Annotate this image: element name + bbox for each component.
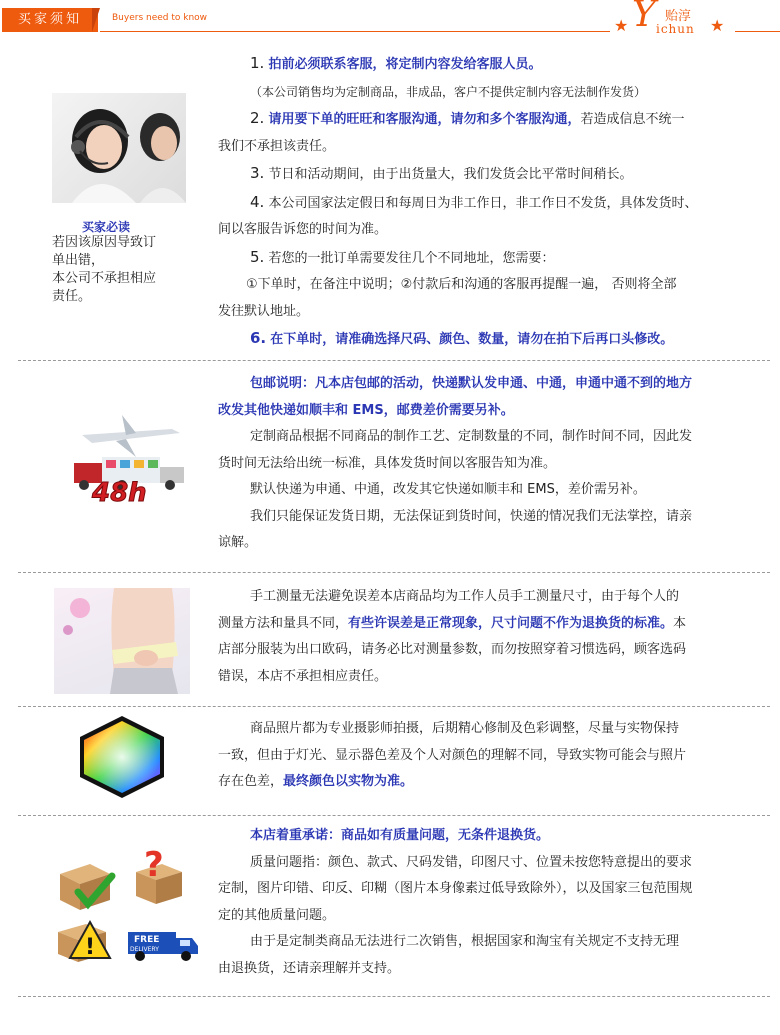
item-text: 若您的一批订单需要发往几个不同地址，您需要： — [268, 250, 555, 266]
shipping-lead — [218, 371, 768, 398]
item-text: 在下单时，请准确选择尺码、颜色、数量，请勿在拍下后再口头修改。 — [270, 332, 674, 347]
notice-item-1 — [218, 50, 768, 79]
guarantee-lead — [218, 823, 768, 850]
guarantee-para-1-c2: 定制，图片印错、印反、印糊（图片本身像素过低导致除外），以及国家三包范围规 — [218, 881, 693, 896]
shipping-lead-text: 包邮说明：凡本店包邮的活动，快递默认发申通、中通，申通中通不到的地方 — [250, 376, 693, 391]
shipping-48h-image — [62, 405, 190, 503]
badge-48h: 48h — [92, 478, 147, 503]
shipping-para-3-cont: 谅解。 — [218, 535, 258, 550]
quality-guarantee — [218, 823, 768, 982]
guarantee-lead-text: 本店着重承诺：商品如有质量问题，无条件退换货。 — [250, 828, 550, 843]
page-header — [0, 0, 780, 40]
measurement-text: 测量方法和量具不同， — [218, 615, 349, 631]
measurement-line-1: 手工测量无法避免误差本店商品均为工作人员手工测量尺寸，由于每个人的 — [250, 589, 680, 604]
side-note-line: 若因该原因导致订 — [52, 235, 157, 250]
customer-service-photo — [52, 93, 186, 203]
section-divider — [18, 572, 770, 573]
brand-logo-english: ichun — [656, 22, 695, 36]
color-line-1: 商品照片都为专业摄影师拍摄，后期精心修制及色彩调整，尽量与实物保持 — [250, 721, 680, 736]
item-number: 6. — [250, 329, 267, 347]
section-divider — [18, 360, 770, 361]
return-guarantee-icons — [54, 846, 202, 966]
item-number: 1. — [250, 54, 265, 72]
shipping-lead-cont — [218, 398, 768, 425]
truck-delivery-label: DELIVERY — [130, 946, 159, 953]
side-note-line: 单出错， — [52, 253, 105, 268]
brand-logo-initial: Y — [632, 0, 656, 35]
side-note-line: 责任。 — [52, 289, 92, 304]
item-text: 本公司国家法定假日和每周日为非工作日，非工作日不发货，具体发货时、 — [268, 195, 698, 211]
item-text: 拍前必须联系客服，将定制内容发给客服人员。 — [268, 57, 542, 72]
item-text-emphasis: 请用要下单的旺旺和客服沟通，请勿和多个客服沟通， — [268, 112, 581, 127]
truck-free-label: FREE — [134, 935, 160, 945]
notice-item-3 — [218, 160, 768, 189]
item-text: 若造成信息不统一 — [580, 112, 685, 127]
notice-list — [218, 50, 768, 354]
measurement-emphasis: 有些许误差是正常现象，尺寸问题不作为退换货的标准。 — [348, 615, 674, 631]
shipping-notes — [218, 371, 768, 557]
notice-item-5 — [218, 244, 768, 273]
color-text: 存在色差， — [218, 774, 284, 789]
notice-item-2 — [218, 105, 768, 134]
header-rule-left — [100, 31, 610, 32]
measurement-line-2 — [218, 611, 768, 638]
shipping-para-2: 默认快递为申通、中通，改发其它快递如顺丰和 EMS，差价需另补。 — [250, 482, 646, 497]
question-icon: ? — [144, 846, 164, 885]
guarantee-para-2-cont: 由退换货，还请亲理解并支持。 — [218, 960, 401, 976]
notice-item-4-cont: 间以客服告诉您的时间为准。 — [218, 222, 388, 237]
header-tab: 买家须知 — [2, 8, 98, 32]
section-divider — [18, 996, 770, 997]
shipping-para-3: 我们只能保证发货日期，无法保证到货时间，快递的情况我们无法掌控，请亲 — [250, 508, 693, 524]
color-line-2: 一致，但由于灯光、显示器色差及个人对颜色的理解不同，导致实物可能会与照片 — [218, 747, 687, 763]
star-icon: ★ — [614, 16, 629, 35]
side-note — [52, 234, 212, 306]
color-palette-hexagon-image — [76, 714, 168, 800]
notice-item-2-cont: 我们不承担该责任。 — [218, 138, 336, 154]
measurement-text: 本 — [673, 615, 687, 631]
photo-color-note — [218, 716, 768, 796]
notice-item-1-note: （本公司销售均为定制商品，非成品，客户不提供定制内容无法制作发货） — [250, 84, 647, 99]
guarantee-para-1: 质量问题指：颜色、款式、尺码发错，印图尺寸、位置未按您特意提出的要求 — [250, 854, 693, 870]
header-tab-corner — [92, 8, 100, 32]
warning-icon: ! — [85, 935, 96, 960]
item-number: 2. — [250, 109, 265, 127]
item-number: 5. — [250, 247, 265, 266]
notice-item-6 — [218, 325, 768, 354]
guarantee-para-2: 由于是定制类商品无法进行二次销售，根据国家和淘宝有关规定不支持无理 — [250, 934, 680, 949]
section-divider — [18, 706, 770, 707]
item-number: 4. — [250, 192, 265, 211]
color-emphasis: 最终颜色以实物为准。 — [283, 774, 414, 789]
notice-item-5-sub: ①下单时，在备注中说明；②付款后和沟通的客服再提醒一遍， 否则将全部 — [246, 277, 677, 292]
color-line-3 — [218, 769, 768, 796]
guarantee-para-1-c3: 定的其他质量问题。 — [218, 907, 336, 923]
measuring-waist-photo — [54, 588, 190, 694]
item-text: 节日和活动期间，由于出货量大，我们发货会比平常时间稍长。 — [268, 167, 633, 182]
measurement-note — [218, 584, 768, 690]
side-title-buyer-must-read: 买家必读 — [82, 220, 131, 234]
star-icon: ★ — [710, 16, 725, 35]
brand-logo-chinese: 贻淳 — [665, 9, 692, 24]
notice-item-4 — [218, 189, 768, 218]
header-subtitle: Buyers need to know — [112, 13, 208, 23]
shipping-para-1-cont: 货时间无法给出统一标准，具体发货时间以客服告知为准。 — [218, 455, 557, 471]
measurement-line-3: 店部分服装为出口欧码，请务必比对测量参数，而勿按照穿着习惯选码，顾客选码 — [218, 642, 687, 657]
header-rule-right — [735, 31, 780, 32]
measurement-line-4: 错误，本店不承担相应责任。 — [218, 668, 388, 684]
section-divider — [18, 815, 770, 816]
item-number: 3. — [250, 164, 265, 182]
shipping-lead-text: 改发其他快递如顺丰和 EMS，邮费差价需要另补。 — [218, 402, 514, 418]
notice-item-5-sub-cont: 发往默认地址。 — [218, 303, 310, 319]
shipping-para-1: 定制商品根据不同商品的制作工艺、定制数量的不同，制作时间不同，因此发 — [250, 429, 693, 444]
side-note-line: 本公司不承担相应 — [52, 271, 157, 286]
